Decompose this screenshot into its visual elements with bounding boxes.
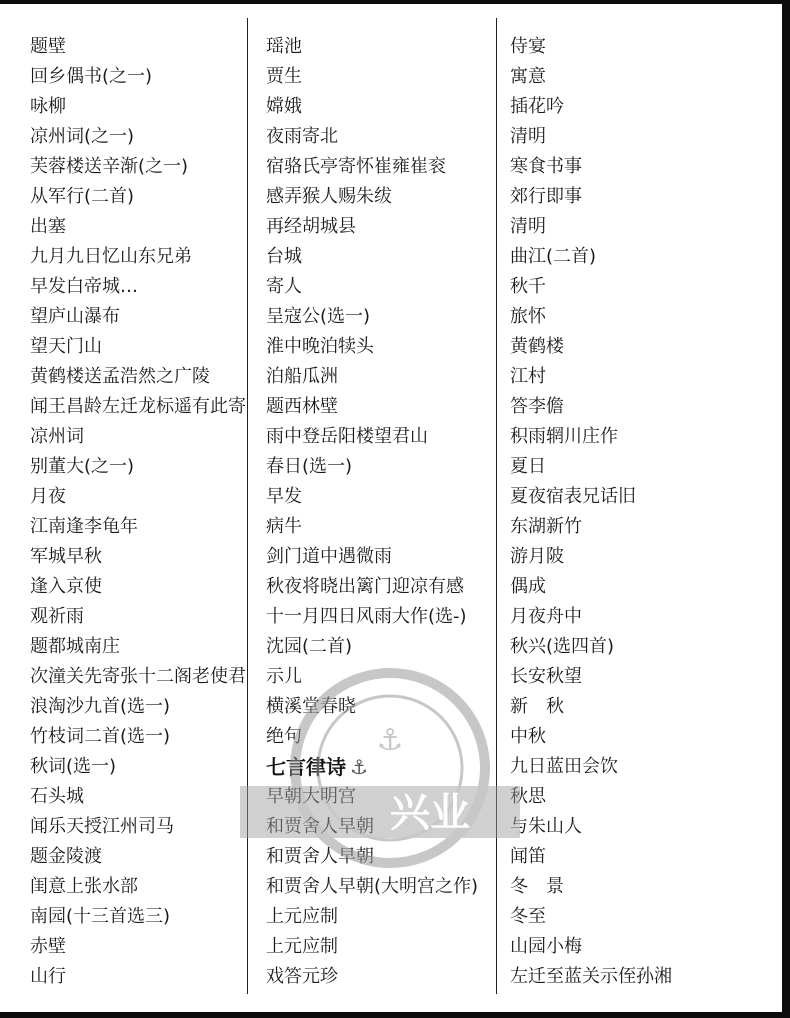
column-divider-2 (496, 18, 497, 994)
poem-title: 次潼关先寄张十二阁老使君 (30, 666, 246, 687)
poem-title: 题壁 (30, 36, 66, 57)
poem-title: 插花吟 (510, 96, 564, 117)
poem-title: 逢入京使 (30, 576, 102, 597)
poem-title: 病牛 (266, 516, 302, 537)
poem-title: 早朝大明宫 (266, 786, 356, 807)
poem-title: 和贾舍人早朝 (266, 816, 374, 837)
toc-column-2 (266, 32, 492, 992)
poem-title: 沈园(二首) (266, 636, 353, 657)
poem-title: 左迁至蓝关示侄孙湘 (510, 966, 672, 987)
poem-title: 寒食书事 (510, 156, 582, 177)
poem-title: 秋思 (510, 786, 546, 807)
section-heading (266, 752, 492, 782)
poem-title: 长安秋望 (510, 666, 582, 687)
poem-title: 清明 (510, 216, 546, 237)
poem-title: 山园小梅 (510, 936, 582, 957)
poem-title: 石头城 (30, 786, 84, 807)
poem-title: 与朱山人 (510, 816, 582, 837)
poem-title: 秋词(选一) (30, 756, 117, 777)
poem-title: 闻笛 (510, 846, 546, 867)
poem-title: 月夜 (30, 486, 66, 507)
poem-title: 浪淘沙九首(选一) (30, 696, 171, 717)
poem-title: 早发白帝城… (30, 276, 138, 297)
page-frame-right (782, 0, 790, 1018)
poem-title: 闻王昌龄左迁龙标遥有此寄 (30, 396, 246, 417)
column-divider-1 (247, 18, 248, 994)
poem-title: 清明 (510, 126, 546, 147)
anchor-icon: ⚓ (350, 755, 368, 779)
poem-title: 横溪堂春晓 (266, 696, 356, 717)
poem-title: 竹枝词二首(选一) (30, 726, 171, 747)
poem-title: 回乡偶书(之一) (30, 66, 153, 87)
poem-title: 秋兴(选四首) (510, 636, 615, 657)
poem-title: 秋夜将晓出篱门迎凉有感 (266, 576, 464, 597)
poem-title: 十一月四日风雨大作(选-) (266, 606, 467, 627)
page-frame-bottom (0, 1012, 790, 1018)
poem-title: 旅怀 (510, 306, 546, 327)
poem-title: 月夜舟中 (510, 606, 582, 627)
poem-title: 侍宴 (510, 36, 546, 57)
poem-title: 答李儋 (510, 396, 564, 417)
poem-title: 闺意上张水部 (30, 876, 138, 897)
poem-title: 芙蓉楼送辛渐(之一) (30, 156, 189, 177)
poem-title: 偶成 (510, 576, 546, 597)
poem-title: 山行 (30, 966, 66, 987)
poem-title: 黄鹤楼送孟浩然之广陵 (30, 366, 210, 387)
poem-title: 观祈雨 (30, 606, 84, 627)
poem-title: 江村 (510, 366, 546, 387)
poem-title: 望庐山瀑布 (30, 306, 120, 327)
poem-title: 感弄猴人赐朱绂 (266, 186, 392, 207)
poem-title: 上元应制 (266, 906, 338, 927)
poem-title: 江南逢李龟年 (30, 516, 138, 537)
watermark-center-text: 兴业 (390, 790, 470, 836)
poem-title: 瑶池 (266, 36, 302, 57)
poem-title: 和贾舍人早朝(大明宫之作) (266, 876, 479, 897)
poem-title: 曲江(二首) (510, 246, 597, 267)
poem-title: 剑门道中遇微雨 (266, 546, 392, 567)
poem-title: 九月九日忆山东兄弟 (30, 246, 192, 267)
poem-title: 积雨辋川庄作 (510, 426, 618, 447)
poem-title: 寄人 (266, 276, 302, 297)
poem-title: 宿骆氏亭寄怀崔雍崔衮 (266, 156, 446, 177)
poem-title: 上元应制 (266, 936, 338, 957)
poem-title: 台城 (266, 246, 302, 267)
poem-title: 中秋 (510, 726, 546, 747)
toc-column-3 (510, 32, 770, 992)
poem-title: 春日(选一) (266, 456, 353, 477)
poem-title: 早发 (266, 486, 302, 507)
poem-title: 游月陂 (510, 546, 564, 567)
poem-title: 黄鹤楼 (510, 336, 564, 357)
poem-title: 和贾舍人早朝 (266, 846, 374, 867)
poem-title: 戏答元珍 (266, 966, 338, 987)
poem-title: 泊船瓜洲 (266, 366, 338, 387)
poem-title: 南园(十三首选三) (30, 906, 171, 927)
poem-title: 从军行(二首) (30, 186, 135, 207)
poem-title: 夜雨寄北 (266, 126, 338, 147)
poem-title: 冬至 (510, 906, 546, 927)
poem-title: 题都城南庄 (30, 636, 120, 657)
poem-title: 九日蓝田会饮 (510, 756, 618, 777)
poem-title: 凉州词(之一) (30, 126, 135, 147)
poem-title: 新 秋 (510, 696, 564, 717)
poem-title: 夏夜宿表兄话旧 (510, 486, 636, 507)
poem-title: 东湖新竹 (510, 516, 582, 537)
poem-title: 出塞 (30, 216, 66, 237)
anchor-icon: ⚓ (376, 723, 404, 758)
poem-title: 题西林壁 (266, 396, 338, 417)
poem-title: 望天门山 (30, 336, 102, 357)
toc-column-1 (30, 32, 246, 992)
poem-title: 寓意 (510, 66, 546, 87)
poem-title: 嫦娥 (266, 96, 302, 117)
poem-title: 闻乐天授江州司马 (30, 816, 174, 837)
poem-title: 别董大(之一) (30, 456, 135, 477)
poem-title: 绝句 (266, 726, 302, 747)
poem-title: 冬 景 (510, 876, 564, 897)
poem-title: 雨中登岳阳楼望君山 (266, 426, 428, 447)
poem-title: 示儿 (266, 666, 302, 687)
poem-title: 秋千 (510, 276, 546, 297)
poem-title: 凉州词 (30, 426, 84, 447)
poem-title: 贾生 (266, 66, 302, 87)
poem-title: 呈寇公(选一) (266, 306, 371, 327)
poem-title: 淮中晚泊犊头 (266, 336, 374, 357)
poem-title: 夏日 (510, 456, 546, 477)
poem-title: 再经胡城县 (266, 216, 356, 237)
poem-title: 赤壁 (30, 936, 66, 957)
poem-title: 咏柳 (30, 96, 66, 117)
poem-title: 军城早秋 (30, 546, 102, 567)
page-frame-top (0, 0, 790, 4)
poem-title: 题金陵渡 (30, 846, 102, 867)
section-heading-label: 七言律诗 (266, 755, 346, 779)
poem-title: 郊行即事 (510, 186, 582, 207)
